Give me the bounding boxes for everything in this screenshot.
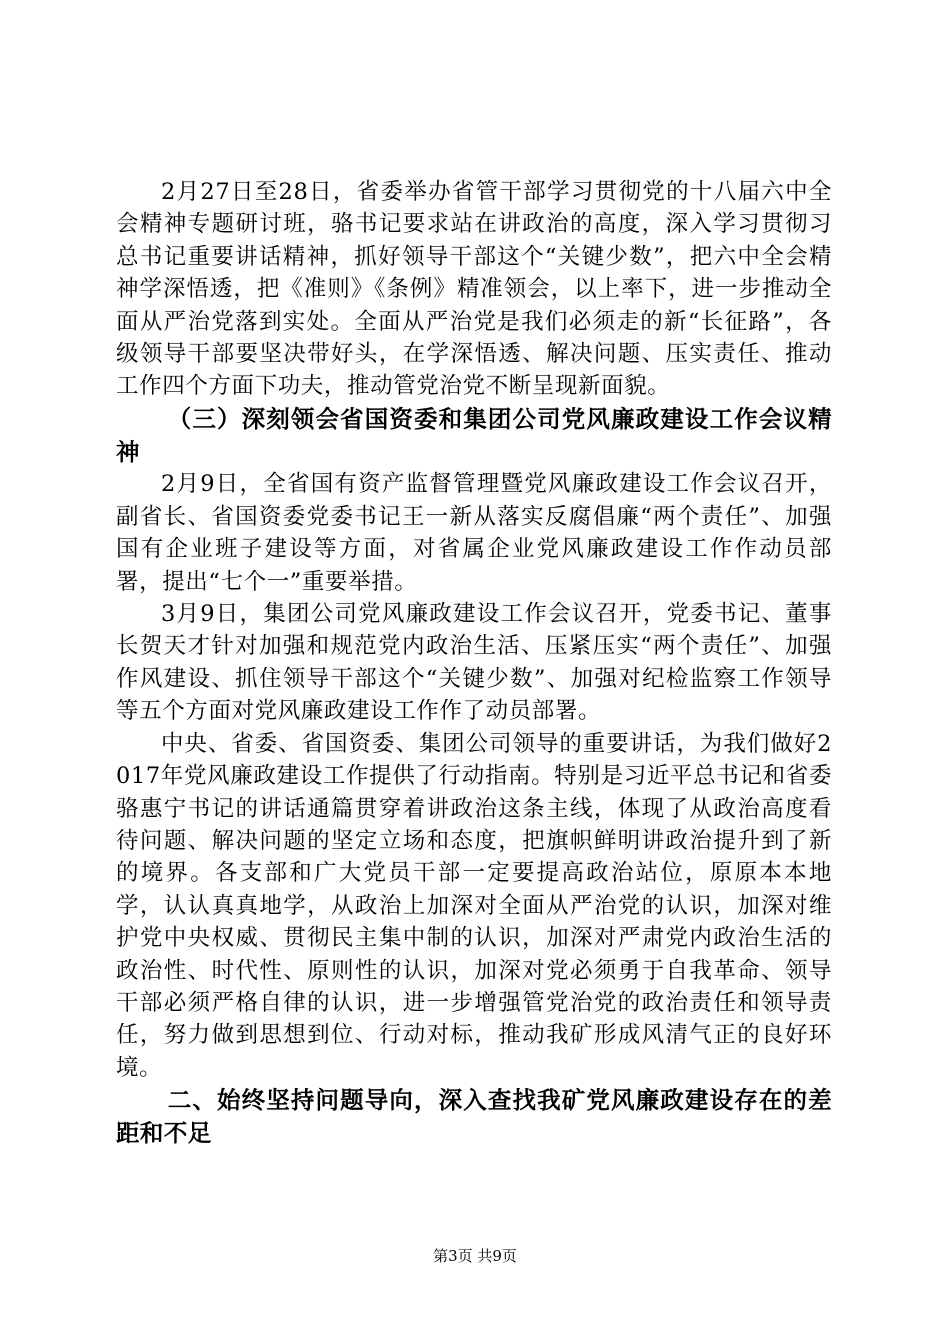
- document-body: [116, 176, 832, 1150]
- paragraph-summary: 中央、省委、省国资委、集团公司领导的重要讲话，为我们做好2017年党风廉政建设工作提供了行动指南。特别是习近平总书记和省委骆惠宁书记的讲话通篇贯穿着讲政治这条主线，体现了从政治高度看待问题、解决问题的坚定立场和态度，把旗帜鲜明讲政治提升到了新的境界。各支部和广大党员干部一定要提高政治站位，原原本本地学，认认真真地学，从政治上加深对全面从严治党的认识，加深对维护党中央权威、贯彻民主集中制的认识，加深对严肃党内政治生活的政治性、时代性、原则性的认识，加深对党必须勇于自我革命、领导干部必须严格自律的认识，进一步增强管党治党的政治责任和领导责任，努力做到思想到位、行动对标，推动我矿形成风清气正的良好环境。: [116, 730, 832, 1081]
- section-heading-three: （三）深刻领会省国资委和集团公司党风廉政建设工作会议精神: [116, 404, 832, 466]
- paragraph-meeting-feb9: 2月9日，全省国有资产监督管理暨党风廉政建设工作会议召开，副省长、省国资委党委书记王一新从落实反腐倡廉“两个责任”、加强国有企业班子建设等方面，对省属企业党风廉政建设工作作动员部署，提出“七个一”重要举措。: [116, 471, 832, 595]
- page-number-footer: 第3页 共9页: [433, 1247, 517, 1265]
- section-heading-two: 二、始终坚持问题导向，深入查找我矿党风廉政建设存在的差距和不足: [116, 1086, 832, 1147]
- paragraph-meeting-feb27: 2月27日至28日，省委举办省管干部学习贯彻党的十八届六中全会精神专题研讨班，骆书记要求站在讲政治的高度，深入学习贯彻习总书记重要讲话精神，抓好领导干部这个“关键少数”，把六中全会精神学深悟透，把《准则》《条例》精准领会，以上率下，进一步推动全面从严治党落到实处。全面从严治党是我们必须走的新“长征路”，各级领导干部要坚决带好头，在学深悟透、解决问题、压实责任、推动工作四个方面下功夫，推动管党治党不断呈现新面貌。: [116, 179, 832, 400]
- paragraph-meeting-mar9: 3月9日，集团公司党风廉政建设工作会议召开，党委书记、董事长贺天才针对加强和规范党内政治生活、压紧压实“两个责任”、加强作风建设、抓住领导干部这个“关键少数”、加强对纪检监察工作领导等五个方面对党风廉政建设工作作了动员部署。: [116, 601, 832, 725]
